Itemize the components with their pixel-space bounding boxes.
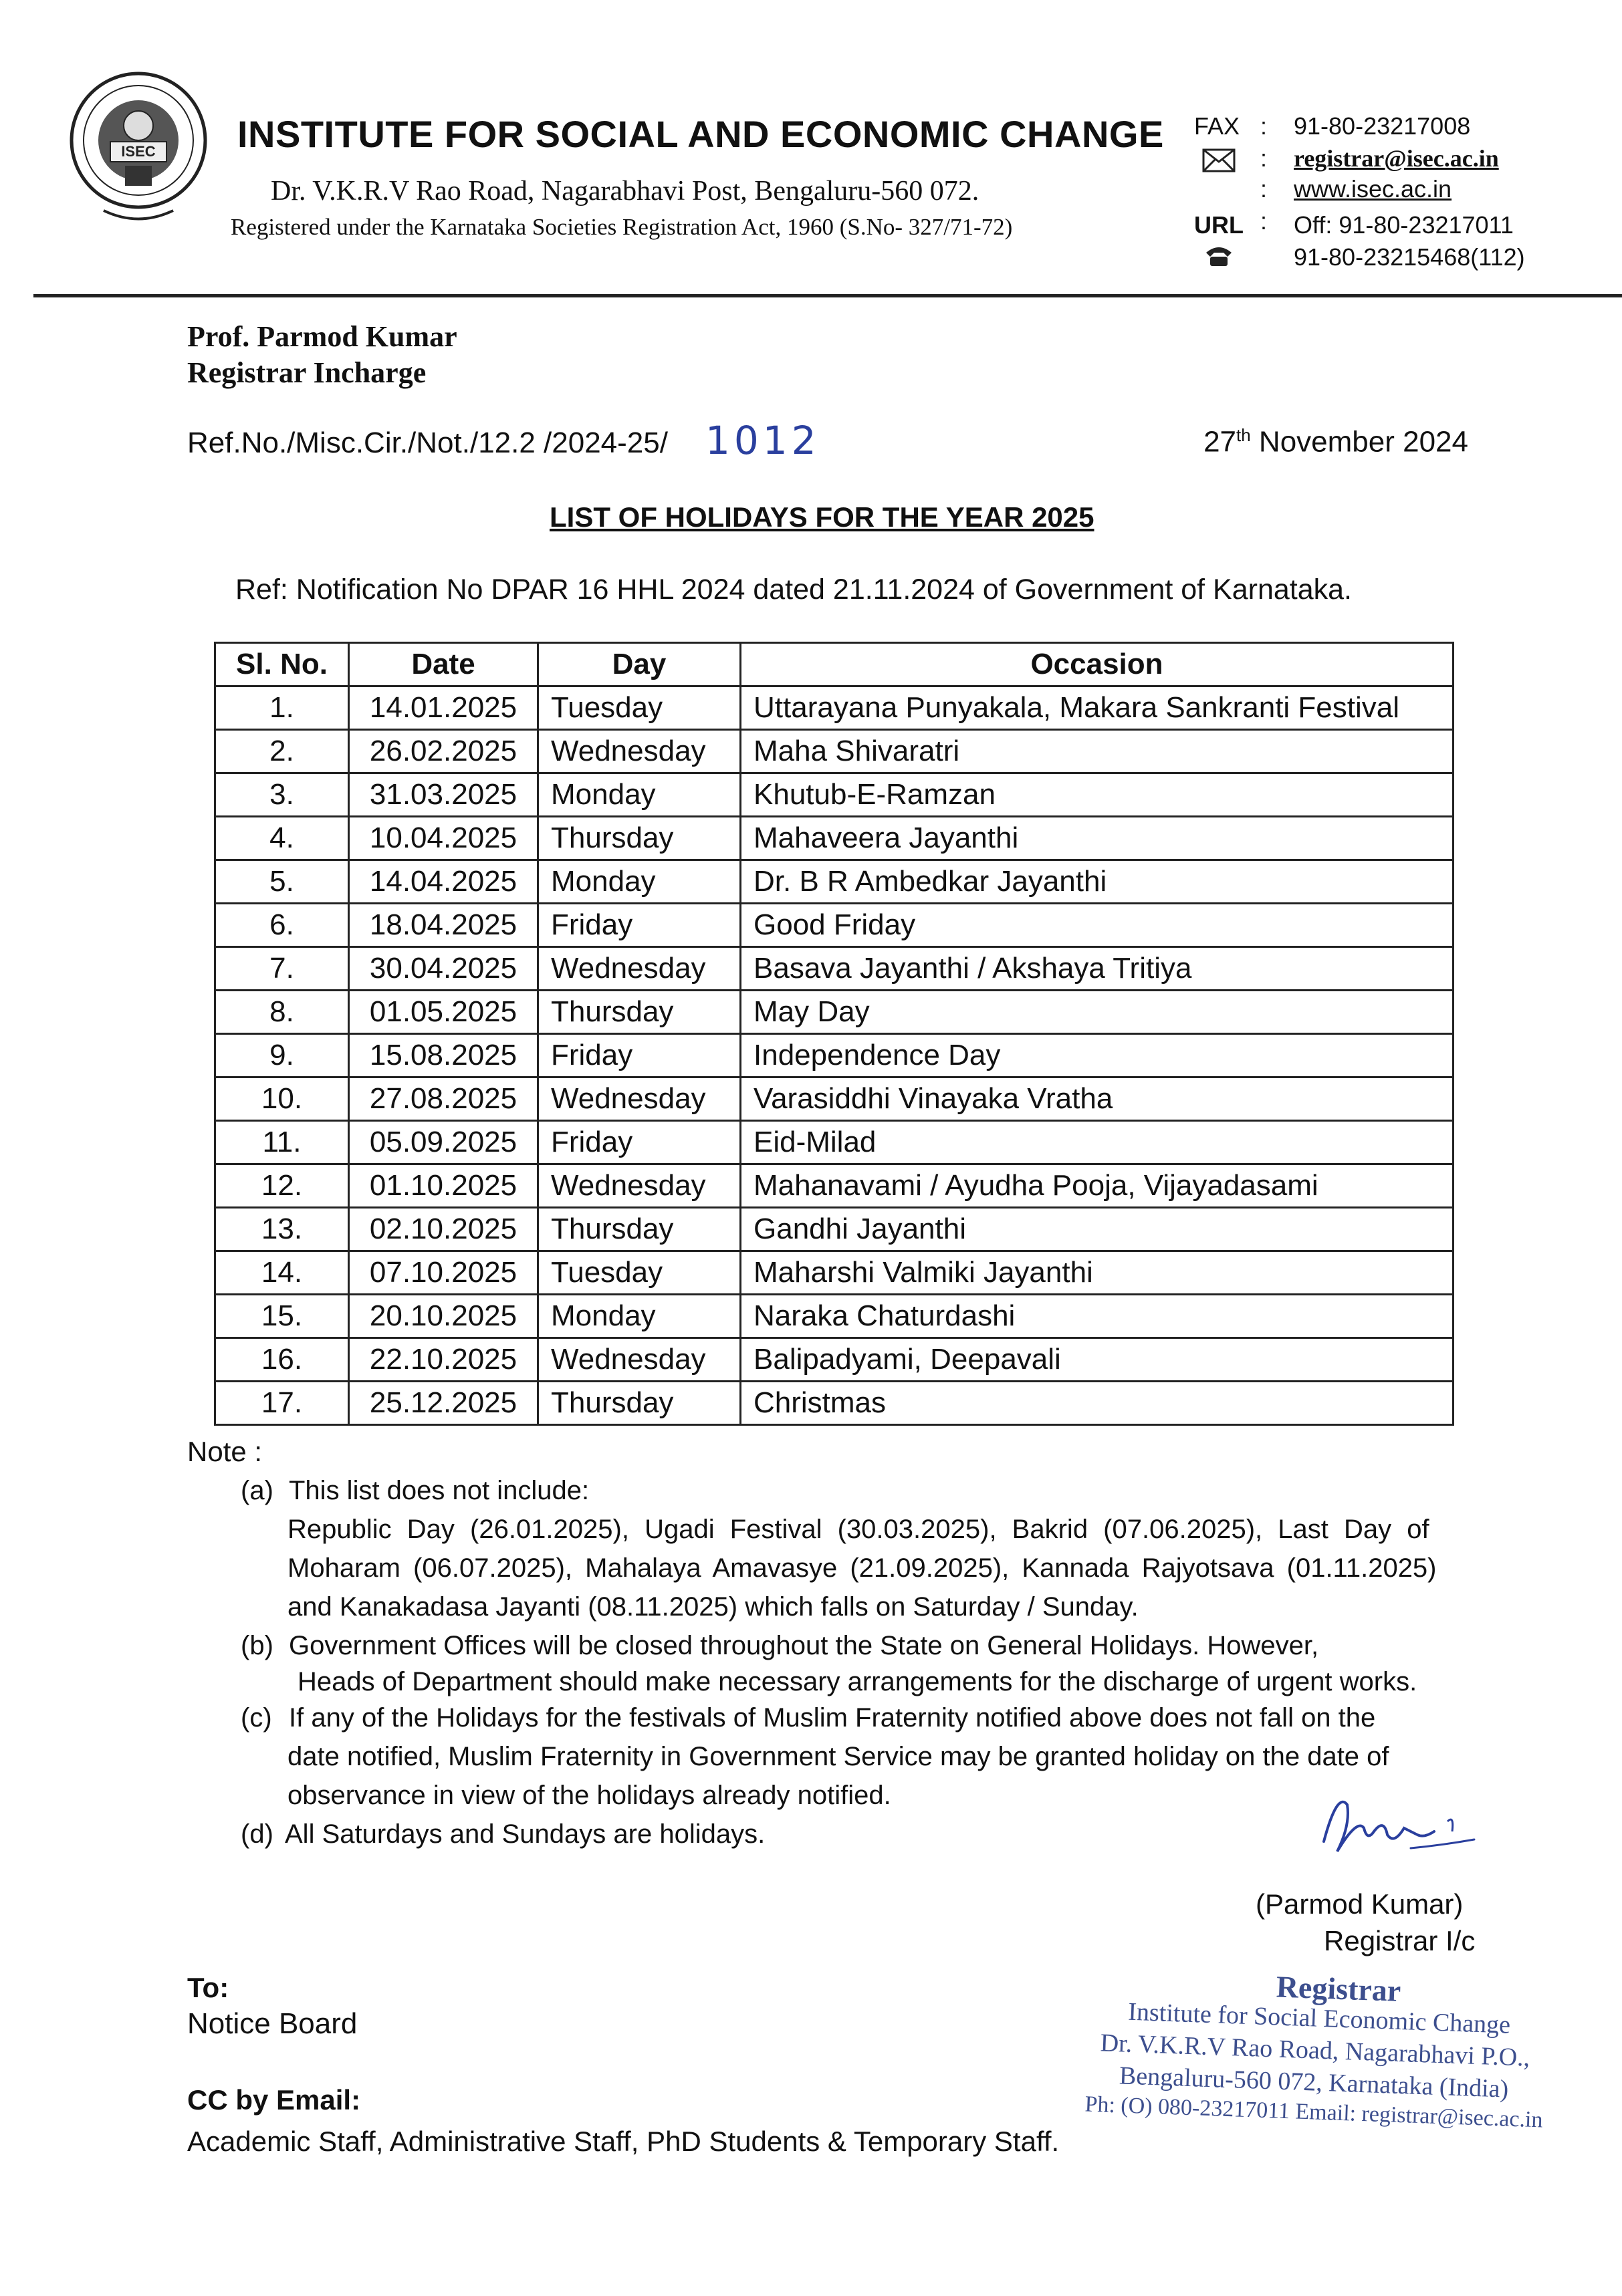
table-row xyxy=(215,1121,1454,1164)
cell-sl-no: 1. xyxy=(215,686,349,730)
cc-label: CC by Email: xyxy=(187,2084,361,2116)
to-label: To: xyxy=(187,1972,229,2003)
cell-date: 27.08.2025 xyxy=(349,1077,538,1121)
cell-date: 05.09.2025 xyxy=(349,1121,538,1164)
cell-day: Wednesday xyxy=(538,730,741,773)
header-occasion: Occasion xyxy=(741,643,1454,686)
cell-sl-no: 16. xyxy=(215,1338,349,1382)
cell-occasion: Balipadyami, Deepavali xyxy=(741,1338,1454,1382)
header-day: Day xyxy=(538,643,741,686)
signatory-title: Registrar I/c xyxy=(1324,1925,1476,1956)
document-title: LIST OF HOLIDAYS FOR THE YEAR 2025 xyxy=(550,501,1094,533)
table-row xyxy=(215,1208,1454,1251)
cell-date: 30.04.2025 xyxy=(349,947,538,991)
cc-value: Academic Staff, Administrative Staff, PhD Students & Temporary Staff. xyxy=(187,2126,1060,2157)
cell-day: Tuesday xyxy=(538,1251,741,1295)
cell-sl-no: 15. xyxy=(215,1295,349,1338)
cell-day: Tuesday xyxy=(538,686,741,730)
url-label: URL xyxy=(1194,211,1244,239)
note-label: Note : xyxy=(187,1436,263,1467)
cell-sl-no: 6. xyxy=(215,904,349,947)
note-c-line2: date notified, Muslim Fraternity in Government Service may be granted holiday on the date of xyxy=(287,1742,1389,1771)
cell-day: Friday xyxy=(538,1034,741,1077)
to-value: Notice Board xyxy=(187,2007,358,2040)
cell-day: Thursday xyxy=(538,1382,741,1425)
cell-occasion: Maha Shivaratri xyxy=(741,730,1454,773)
stamp-line-3: Dr. V.K.R.V Rao Road, Nagarabhavi P.O., xyxy=(1100,2029,1530,2072)
note-c-line1: If any of the Holidays for the festivals of Muslim Fraternity notified above does not fall on the xyxy=(289,1703,1376,1733)
cell-occasion: Independence Day xyxy=(741,1034,1454,1077)
cell-occasion: Basava Jayanthi / Akshaya Tritiya xyxy=(741,947,1454,991)
cell-sl-no: 9. xyxy=(215,1034,349,1077)
cell-sl-no: 14. xyxy=(215,1251,349,1295)
date-rest: November 2024 xyxy=(1250,425,1468,459)
phone-number: 91-80-23215468(112) xyxy=(1294,243,1525,271)
cell-occasion: May Day xyxy=(741,991,1454,1034)
table-row xyxy=(215,1251,1454,1295)
institute-name: INSTITUTE FOR SOCIAL AND ECONOMIC CHANGE xyxy=(237,113,1164,155)
cell-sl-no: 11. xyxy=(215,1121,349,1164)
cell-day: Thursday xyxy=(538,991,741,1034)
cell-occasion: Eid-Milad xyxy=(741,1121,1454,1164)
note-a-line2: Republic Day (26.01.2025), Ugadi Festival (30.03.2025), Bakrid (07.06.2025), Last Day of xyxy=(287,1515,1429,1544)
cell-sl-no: 8. xyxy=(215,991,349,1034)
signatory-name: (Parmod Kumar) xyxy=(1256,1888,1464,1920)
cell-date: 18.04.2025 xyxy=(349,904,538,947)
table-row xyxy=(215,1164,1454,1208)
stamp-line-1: Registrar xyxy=(1276,1969,1402,2008)
holiday-table xyxy=(214,642,1454,1426)
stamp-line-2: Institute for Social Economic Change xyxy=(1127,1997,1511,2039)
reference-notification: Ref: Notification No DPAR 16 HHL 2024 dated 21.11.2024 of Government of Karnataka. xyxy=(235,573,1353,606)
cell-sl-no: 4. xyxy=(215,817,349,860)
cell-date: 22.10.2025 xyxy=(349,1338,538,1382)
cell-sl-no: 5. xyxy=(215,860,349,904)
note-d-letter: (d) xyxy=(241,1819,273,1849)
table-row xyxy=(215,947,1454,991)
logo-abbr: ISEC xyxy=(121,143,156,160)
stamp-line-5: Ph: (O) 080-23217011 Email: registrar@isec.ac.in xyxy=(1084,2091,1544,2133)
table-row xyxy=(215,991,1454,1034)
institute-address: Dr. V.K.R.V Rao Road, Nagarabhavi Post, Bengaluru-560 072. xyxy=(271,176,979,207)
fax-label: FAX xyxy=(1194,112,1240,140)
note-a-letter: (a) xyxy=(241,1476,273,1505)
header-date: Date xyxy=(349,643,538,686)
note-b-letter: (b) xyxy=(241,1631,273,1660)
cell-occasion: Christmas xyxy=(741,1382,1454,1425)
cell-sl-no: 13. xyxy=(215,1208,349,1251)
cell-day: Friday xyxy=(538,1121,741,1164)
note-d-line1: All Saturdays and Sundays are holidays. xyxy=(285,1819,766,1849)
table-row xyxy=(215,1338,1454,1382)
cell-day: Thursday xyxy=(538,817,741,860)
cell-date: 14.01.2025 xyxy=(349,686,538,730)
cell-date: 25.12.2025 xyxy=(349,1382,538,1425)
holiday-rows xyxy=(215,686,1454,1425)
signature-image xyxy=(1310,1778,1484,1878)
header-sl-no: Sl. No. xyxy=(215,643,349,686)
handwritten-reference: 1012 xyxy=(705,418,820,463)
letter-date xyxy=(1203,425,1468,459)
note-a-line3: Moharam (06.07.2025), Mahalaya Amavasye (21.09.2025), Kannada Rajyotsava (01.11.2025) xyxy=(287,1553,1437,1583)
cell-day: Monday xyxy=(538,860,741,904)
cell-sl-no: 10. xyxy=(215,1077,349,1121)
table-row xyxy=(215,1077,1454,1121)
cell-sl-no: 7. xyxy=(215,947,349,991)
table-row xyxy=(215,773,1454,817)
cell-sl-no: 12. xyxy=(215,1164,349,1208)
cell-occasion: Mahaveera Jayanthi xyxy=(741,817,1454,860)
cell-occasion: Gandhi Jayanthi xyxy=(741,1208,1454,1251)
cell-occasion: Khutub-E-Ramzan xyxy=(741,773,1454,817)
date-day: 27 xyxy=(1203,425,1237,459)
note-a-line1: This list does not include: xyxy=(289,1476,590,1505)
sender-title: Registrar Incharge xyxy=(187,356,427,389)
cell-date: 02.10.2025 xyxy=(349,1208,538,1251)
cell-occasion: Maharshi Valmiki Jayanthi xyxy=(741,1251,1454,1295)
fax-colon: : xyxy=(1260,112,1268,140)
cell-date: 07.10.2025 xyxy=(349,1251,538,1295)
table-header-row xyxy=(215,643,1454,686)
cell-occasion: Varasiddhi Vinayaka Vratha xyxy=(741,1077,1454,1121)
cell-occasion: Dr. B R Ambedkar Jayanthi xyxy=(741,860,1454,904)
table-row xyxy=(215,730,1454,773)
email-link[interactable]: registrar@isec.ac.in xyxy=(1294,145,1499,172)
table-row xyxy=(215,817,1454,860)
header-rule xyxy=(33,294,1622,297)
institute-registration: Registered under the Karnataka Societies Registration Act, 1960 (S.No- 327/71-72) xyxy=(231,214,1013,240)
office-colon: : xyxy=(1260,207,1268,235)
cell-day: Thursday xyxy=(538,1208,741,1251)
cell-occasion: Good Friday xyxy=(741,904,1454,947)
cell-sl-no: 17. xyxy=(215,1382,349,1425)
cell-date: 20.10.2025 xyxy=(349,1295,538,1338)
cell-day: Wednesday xyxy=(538,947,741,991)
stamp-line-4: Bengaluru-560 072, Karnataka (India) xyxy=(1119,2061,1509,2103)
note-c-line3: observance in view of the holidays already notified. xyxy=(287,1781,891,1810)
isec-logo xyxy=(64,67,214,231)
website-link[interactable]: www.isec.ac.in xyxy=(1294,175,1452,203)
table-row xyxy=(215,904,1454,947)
cell-day: Wednesday xyxy=(538,1077,741,1121)
cell-date: 15.08.2025 xyxy=(349,1034,538,1077)
cell-day: Friday xyxy=(538,904,741,947)
table-row xyxy=(215,860,1454,904)
cell-day: Monday xyxy=(538,773,741,817)
cell-sl-no: 2. xyxy=(215,730,349,773)
cell-date: 10.04.2025 xyxy=(349,817,538,860)
cell-day: Monday xyxy=(538,1295,741,1338)
email-icon xyxy=(1202,148,1236,172)
note-b-line1: Government Offices will be closed throughout the State on General Holidays. However, xyxy=(289,1631,1319,1660)
table-row xyxy=(215,686,1454,730)
cell-date: 31.03.2025 xyxy=(349,773,538,817)
date-suffix: th xyxy=(1236,425,1251,445)
sender-name: Prof. Parmod Kumar xyxy=(187,320,457,353)
note-c-letter: (c) xyxy=(241,1703,272,1733)
office-phone: Off: 91-80-23217011 xyxy=(1294,211,1514,239)
cell-day: Wednesday xyxy=(538,1164,741,1208)
phone-icon xyxy=(1203,245,1234,267)
cell-date: 14.04.2025 xyxy=(349,860,538,904)
cell-date: 26.02.2025 xyxy=(349,730,538,773)
cell-occasion: Mahanavami / Ayudha Pooja, Vijayadasami xyxy=(741,1164,1454,1208)
cell-day: Wednesday xyxy=(538,1338,741,1382)
cell-occasion: Naraka Chaturdashi xyxy=(741,1295,1454,1338)
note-a-line4: and Kanakadasa Jayanti (08.11.2025) which falls on Saturday / Sunday. xyxy=(287,1592,1139,1622)
cell-occasion: Uttarayana Punyakala, Makara Sankranti Festival xyxy=(741,686,1454,730)
table-row xyxy=(215,1034,1454,1077)
fax-value: 91-80-23217008 xyxy=(1294,112,1471,140)
website-colon: : xyxy=(1260,175,1268,203)
email-colon: : xyxy=(1260,144,1268,172)
official-stamp xyxy=(1070,1962,1585,2153)
cell-sl-no: 3. xyxy=(215,773,349,817)
note-b-line2: Heads of Department should make necessary arrangements for the discharge of urgent works. xyxy=(298,1667,1417,1696)
table-row xyxy=(215,1295,1454,1338)
cell-date: 01.10.2025 xyxy=(349,1164,538,1208)
table-row xyxy=(215,1382,1454,1425)
reference-number: Ref.No./Misc.Cir./Not./12.2 /2024-25/ xyxy=(187,426,668,459)
cell-date: 01.05.2025 xyxy=(349,991,538,1034)
